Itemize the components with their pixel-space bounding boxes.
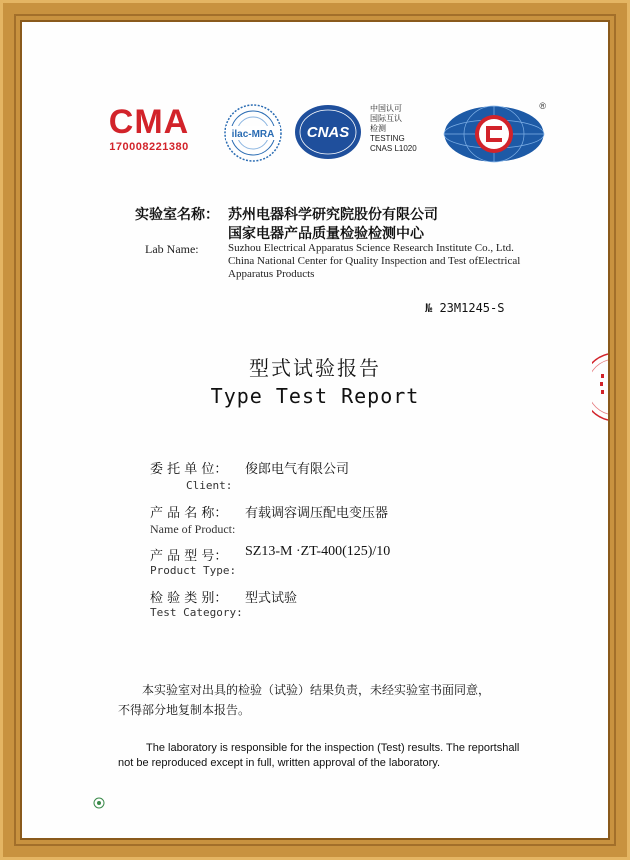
product-name-label-en: Name of Product: <box>150 522 236 536</box>
cnas-info-line: 中国认可 <box>370 104 402 113</box>
registered-mark: ® <box>539 101 546 111</box>
cma-logo-number: 170008221380 <box>109 141 189 153</box>
test-category-label-en: Test Category: <box>150 606 243 619</box>
disclaimer-en-line2: not be reproduced except in full, written approval of the laboratory. <box>118 757 441 769</box>
client-label-en: Client: <box>186 479 233 492</box>
lab-name-label-en: Lab Name: <box>145 242 199 256</box>
disclaimer-en <box>118 741 550 771</box>
ilac-logo-text: ilac-MRA <box>231 129 275 140</box>
lab-name-cn-line2: 国家电器产品质量检验检测中心 <box>228 226 424 242</box>
cnas-accreditation-info <box>370 104 440 154</box>
lab-name-en-line1: Suzhou Electrical Apparatus Science Research Institute Co., Ltd. <box>228 242 514 254</box>
product-name-label-cn: 产 品 名 称： <box>150 506 228 521</box>
cnas-info-line: CNAS L1020 <box>370 144 417 153</box>
cnas-info-line: 检测 <box>370 124 386 133</box>
disclaimer-cn <box>118 680 538 720</box>
report-title-cn: 型式试验报告 <box>249 356 381 380</box>
disclaimer-cn-line2: 不得部分地复制本报告。 <box>118 703 251 717</box>
product-type-value: SZ13-M ·ZT-400(125)/10 <box>245 544 391 559</box>
ilac-mra-logo <box>222 102 284 164</box>
test-category-value: 型式试验 <box>245 591 298 606</box>
cnas-info-line: TESTING <box>370 134 405 143</box>
lab-name-en <box>228 242 568 281</box>
disclaimer-en-line1: The laboratory is responsible for the inspection (Test) results. The reportshall <box>146 742 520 754</box>
lab-name-en-line2: China National Center for Quality Inspection and Test ofElectrical <box>228 255 521 267</box>
product-type-label-cn: 产 品 型 号： <box>150 549 228 564</box>
product-name-value: 有载调容调压配电变压器 <box>245 506 389 521</box>
cma-logo <box>103 103 195 165</box>
lab-name-cn-line1: 苏州电器科学研究院股份有限公司 <box>228 207 438 223</box>
ccc-globe-logo <box>442 100 550 166</box>
cma-logo-letters: CMA <box>108 103 190 141</box>
lab-name-en-line3: Apparatus Products <box>228 268 315 280</box>
cnas-logo-text: CNAS <box>306 124 350 141</box>
lab-name-label-cn: 实验室名称： <box>135 207 219 223</box>
report-number: № 23M1245-S <box>425 301 505 315</box>
cnas-logo <box>293 103 363 161</box>
disclaimer-cn-line1: 本实验室对出具的检验（试验）结果负责，未经实验室书面同意， <box>142 683 491 697</box>
product-type-label-en: Product Type: <box>150 564 237 577</box>
report-title-en: Type Test Report <box>210 384 420 408</box>
test-category-label-cn: 检 验 类 别： <box>150 591 228 606</box>
client-value: 俊郎电气有限公司 <box>245 462 350 477</box>
cnas-info-line: 国际互认 <box>370 114 402 123</box>
small-stamp-icon <box>93 794 105 806</box>
client-label-cn: 委 托 单 位： <box>150 462 228 477</box>
partial-red-seal-icon <box>592 352 608 422</box>
